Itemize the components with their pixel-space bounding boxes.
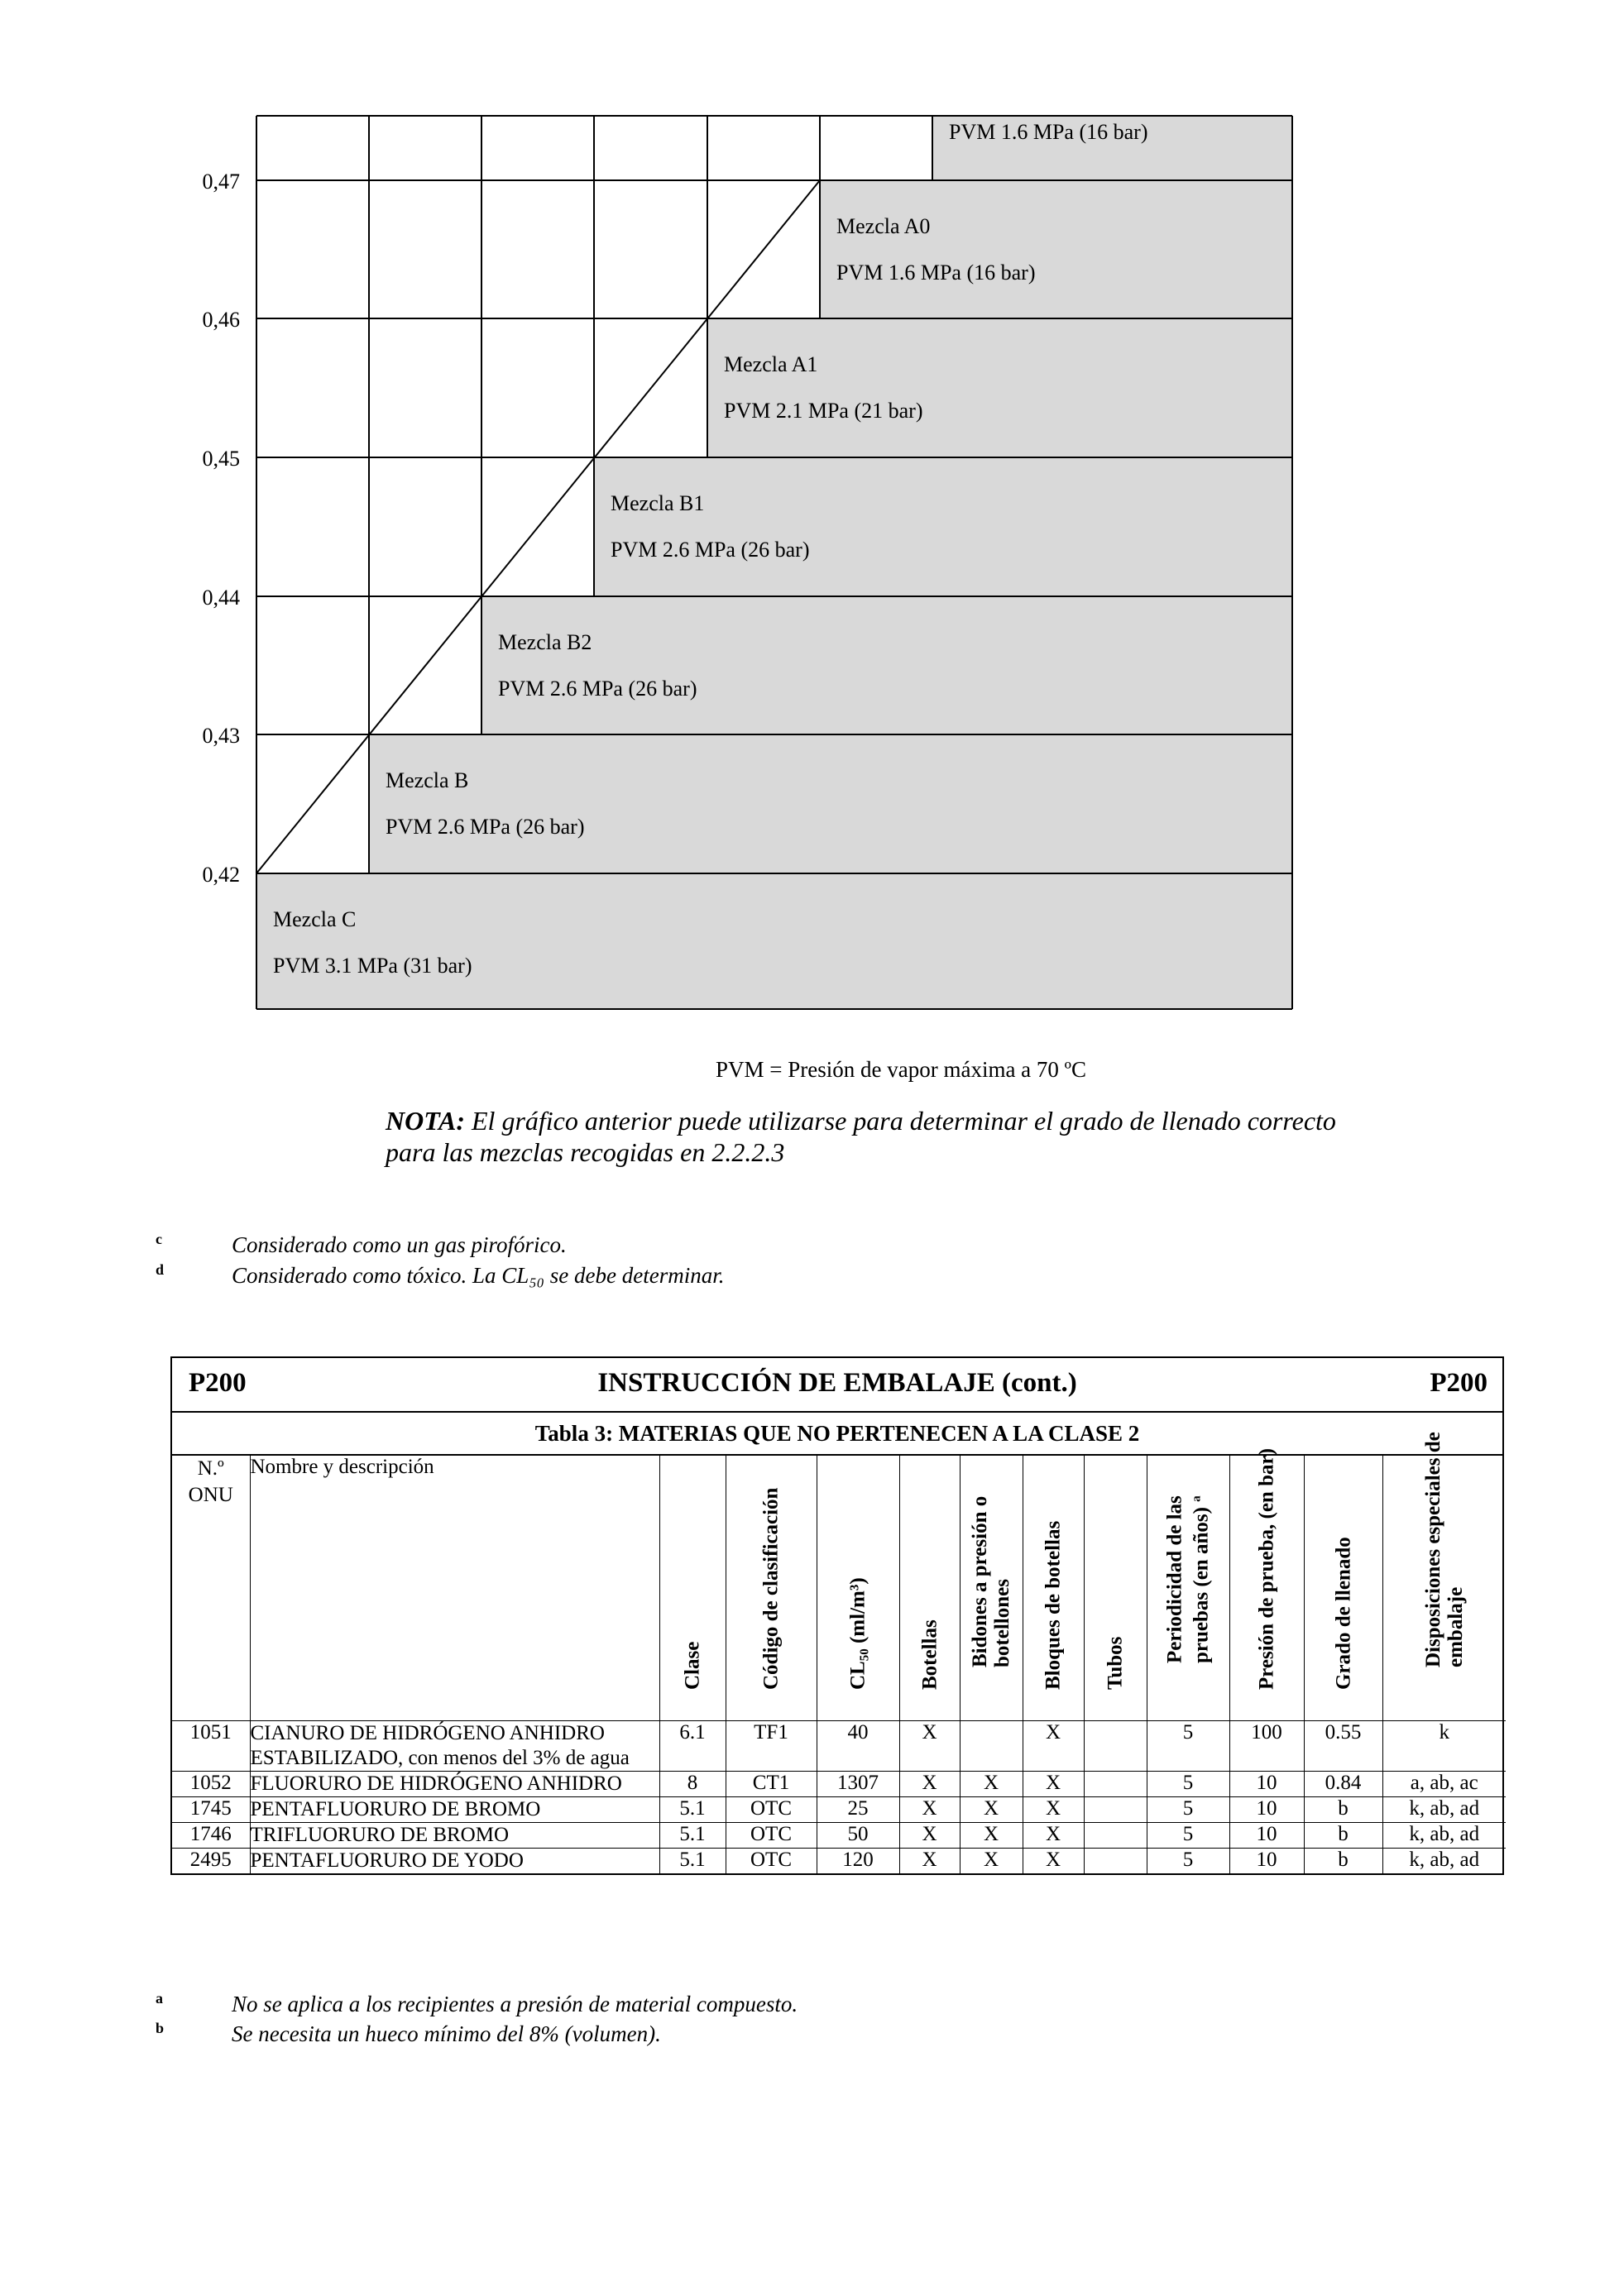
cell-tubos bbox=[1084, 1772, 1147, 1797]
cell-clase: 8 bbox=[659, 1772, 726, 1797]
cell-onu: 2495 bbox=[172, 1849, 250, 1874]
cell-tubos bbox=[1084, 1823, 1147, 1849]
cell-bloques: X bbox=[1023, 1797, 1084, 1823]
cell-presion: 100 bbox=[1229, 1721, 1304, 1772]
region-name-label: Mezcla B bbox=[386, 768, 469, 792]
cell-clase: 5.1 bbox=[659, 1823, 726, 1849]
cell-period: 5 bbox=[1147, 1797, 1229, 1823]
header-grado: Grado de llenado bbox=[1304, 1456, 1382, 1721]
note-line-2: para las mezclas recogidas en 2.2.2.3 bbox=[386, 1137, 785, 1167]
cell-tubos bbox=[1084, 1849, 1147, 1874]
grid-cell bbox=[256, 116, 369, 180]
footnote-mark-a: a bbox=[156, 1990, 163, 2007]
cell-bidones: X bbox=[960, 1823, 1023, 1849]
cell-bidones: X bbox=[960, 1797, 1023, 1823]
cell-botellas: X bbox=[899, 1823, 960, 1849]
cell-name: PENTAFLUORURO DE BROMO bbox=[250, 1797, 659, 1823]
footnote-b: Se necesita un hueco mínimo del 8% (volumen). bbox=[232, 2021, 661, 2046]
table-row bbox=[172, 1721, 1506, 1772]
cell-disp: k, ab, ad bbox=[1382, 1849, 1506, 1874]
cell-presion: 10 bbox=[1229, 1797, 1304, 1823]
region-pvm-label: PVM 2.1 MPa (21 bar) bbox=[724, 399, 923, 423]
region-1 bbox=[820, 180, 1292, 318]
region-name-label: Mezcla B2 bbox=[498, 630, 592, 654]
cell-period: 5 bbox=[1147, 1849, 1229, 1874]
footnote-mark-b: b bbox=[156, 2020, 165, 2036]
table-header bbox=[172, 1358, 1502, 1413]
table-body bbox=[172, 1721, 1506, 1874]
note-label: NOTA: bbox=[386, 1106, 465, 1136]
cell-name: PENTAFLUORURO DE YODO bbox=[250, 1849, 659, 1874]
header-row bbox=[172, 1456, 1506, 1721]
cell-codigo: OTC bbox=[726, 1797, 817, 1823]
cell-onu: 1052 bbox=[172, 1772, 250, 1797]
cell-cl50: 25 bbox=[817, 1797, 899, 1823]
cell-onu: 1051 bbox=[172, 1721, 250, 1772]
grid-cell bbox=[256, 180, 369, 318]
y-tick-label: 0,47 bbox=[202, 170, 240, 194]
grid-cell bbox=[481, 318, 594, 457]
note bbox=[386, 1105, 1461, 1168]
header-disposiciones: Disposiciones especiales de embalaje bbox=[1382, 1456, 1506, 1721]
header-presion: Presión de prueba, (en bar) bbox=[1229, 1456, 1304, 1721]
diagram-cells bbox=[256, 116, 1292, 1009]
cell-bidones: X bbox=[960, 1849, 1023, 1874]
cell-period: 5 bbox=[1147, 1823, 1229, 1849]
region-pvm-label: PVM 1.6 MPa (16 bar) bbox=[949, 120, 1148, 144]
cell-clase: 6.1 bbox=[659, 1721, 726, 1772]
y-tick-label: 0,43 bbox=[202, 724, 240, 748]
grid-cell bbox=[256, 318, 369, 457]
header-bidones: Bidones a presión o botellones bbox=[960, 1456, 1023, 1721]
cell-presion: 10 bbox=[1229, 1772, 1304, 1797]
cell-cl50: 120 bbox=[817, 1849, 899, 1874]
cell-botellas: X bbox=[899, 1849, 960, 1874]
grid-cell bbox=[256, 457, 369, 596]
region-pvm-label: PVM 2.6 MPa (26 bar) bbox=[386, 815, 585, 839]
footnote-d: Considerado como tóxico. La CL₅₀ se debe determinar. bbox=[232, 1263, 725, 1288]
grid-cell bbox=[594, 180, 707, 318]
cell-presion: 10 bbox=[1229, 1823, 1304, 1849]
table-title: INSTRUCCIÓN DE EMBALAJE (cont.) bbox=[597, 1368, 1077, 1398]
code-left: P200 bbox=[189, 1368, 247, 1398]
grid-cell bbox=[594, 116, 707, 180]
header-tubos: Tubos bbox=[1084, 1456, 1147, 1721]
cell-bidones bbox=[960, 1721, 1023, 1772]
cell-disp: k, ab, ad bbox=[1382, 1797, 1506, 1823]
cell-cl50: 1307 bbox=[817, 1772, 899, 1797]
grid-cell bbox=[256, 596, 369, 734]
cell-grado: b bbox=[1304, 1849, 1382, 1874]
cell-bloques: X bbox=[1023, 1772, 1084, 1797]
table-row bbox=[172, 1797, 1506, 1823]
header-onu: N.º ONU bbox=[172, 1456, 250, 1721]
region-6 bbox=[256, 873, 1292, 1009]
grid-cell bbox=[369, 318, 481, 457]
cell-period: 5 bbox=[1147, 1772, 1229, 1797]
header-clase: Clase bbox=[659, 1456, 726, 1721]
table-subtitle: Tabla 3: MATERIAS QUE NO PERTENECEN A LA CLASE 2 bbox=[172, 1413, 1502, 1456]
cell-grado: b bbox=[1304, 1823, 1382, 1849]
cell-bidones: X bbox=[960, 1772, 1023, 1797]
table-row bbox=[172, 1823, 1506, 1849]
cell-tubos bbox=[1084, 1721, 1147, 1772]
header-name: Nombre y descripción bbox=[250, 1456, 659, 1721]
region-name-label: Mezcla C bbox=[273, 907, 357, 931]
header-bloques: Bloques de botellas bbox=[1023, 1456, 1084, 1721]
footnote-c: Considerado como un gas pirofórico. bbox=[232, 1232, 567, 1257]
cell-name: CIANURO DE HIDRÓGENO ANHIDRO ESTABILIZADO, con menos del 3% de agua bbox=[250, 1721, 659, 1772]
cell-grado: 0.55 bbox=[1304, 1721, 1382, 1772]
footnote-mark-c: c bbox=[156, 1231, 162, 1247]
cell-presion: 10 bbox=[1229, 1849, 1304, 1874]
y-tick-label: 0,46 bbox=[202, 308, 240, 332]
cell-bloques: X bbox=[1023, 1823, 1084, 1849]
y-tick-label: 0,44 bbox=[202, 586, 240, 610]
cell-bloques: X bbox=[1023, 1849, 1084, 1874]
grid-cell bbox=[369, 457, 481, 596]
table-row bbox=[172, 1849, 1506, 1874]
filling-degree-diagram bbox=[0, 0, 1624, 1075]
cell-name: TRIFLUORURO DE BROMO bbox=[250, 1823, 659, 1849]
region-4 bbox=[481, 596, 1292, 734]
cell-onu: 1746 bbox=[172, 1823, 250, 1849]
footnote-a: No se aplica a los recipientes a presión de material compuesto. bbox=[232, 1992, 798, 2016]
code-right: P200 bbox=[1430, 1368, 1487, 1398]
grid-cell bbox=[481, 180, 594, 318]
cell-tubos bbox=[1084, 1797, 1147, 1823]
header-cl50: CL₅₀ (ml/m³) bbox=[817, 1456, 899, 1721]
cell-cl50: 40 bbox=[817, 1721, 899, 1772]
grid-cell bbox=[369, 180, 481, 318]
cell-codigo: TF1 bbox=[726, 1721, 817, 1772]
region-name-label: Mezcla A0 bbox=[836, 214, 931, 238]
region-3 bbox=[594, 457, 1292, 596]
header-codigo: Código de clasificación bbox=[726, 1456, 817, 1721]
cell-codigo: OTC bbox=[726, 1849, 817, 1874]
cell-grado: 0.84 bbox=[1304, 1772, 1382, 1797]
header-botellas: Botellas bbox=[899, 1456, 960, 1721]
region-2 bbox=[707, 318, 1292, 457]
cell-grado: b bbox=[1304, 1797, 1382, 1823]
cell-botellas: X bbox=[899, 1721, 960, 1772]
grid-cell bbox=[481, 116, 594, 180]
cell-codigo: CT1 bbox=[726, 1772, 817, 1797]
y-tick-label: 0,42 bbox=[202, 863, 240, 887]
grid-cell bbox=[820, 116, 932, 180]
cell-disp: a, ab, ac bbox=[1382, 1772, 1506, 1797]
cell-period: 5 bbox=[1147, 1721, 1229, 1772]
grid-cell bbox=[707, 116, 820, 180]
footnote-mark-d: d bbox=[156, 1261, 165, 1278]
note-line-1: El gráfico anterior puede utilizarse para determinar el grado de llenado correcto bbox=[465, 1106, 1336, 1136]
cell-name: FLUORURO DE HIDRÓGENO ANHIDRO bbox=[250, 1772, 659, 1797]
region-name-label: Mezcla A1 bbox=[724, 352, 818, 376]
cell-botellas: X bbox=[899, 1797, 960, 1823]
header-periodicidad: Periodicidad de las pruebas (en años) $^a$ bbox=[1147, 1456, 1229, 1721]
packing-instruction-table bbox=[170, 1356, 1504, 1875]
cell-clase: 5.1 bbox=[659, 1797, 726, 1823]
cell-onu: 1745 bbox=[172, 1797, 250, 1823]
cell-codigo: OTC bbox=[726, 1823, 817, 1849]
region-pvm-label: PVM 3.1 MPa (31 bar) bbox=[273, 954, 472, 978]
region-5 bbox=[369, 734, 1292, 873]
cell-clase: 5.1 bbox=[659, 1849, 726, 1874]
cell-bloques: X bbox=[1023, 1721, 1084, 1772]
table-row bbox=[172, 1772, 1506, 1797]
cell-disp: k, ab, ad bbox=[1382, 1823, 1506, 1849]
region-pvm-label: PVM 2.6 MPa (26 bar) bbox=[498, 677, 697, 701]
region-name-label: Mezcla B1 bbox=[611, 491, 705, 515]
pvm-legend: PVM = Presión de vapor máxima a 70 ºC bbox=[716, 1057, 1087, 1082]
y-axis-labels bbox=[203, 170, 241, 887]
region-pvm-label: PVM 1.6 MPa (16 bar) bbox=[836, 261, 1036, 285]
cell-disp: k bbox=[1382, 1721, 1506, 1772]
cell-cl50: 50 bbox=[817, 1823, 899, 1849]
y-tick-label: 0,45 bbox=[202, 447, 240, 471]
cell-botellas: X bbox=[899, 1772, 960, 1797]
grid-cell bbox=[369, 116, 481, 180]
region-pvm-label: PVM 2.6 MPa (26 bar) bbox=[611, 538, 810, 562]
